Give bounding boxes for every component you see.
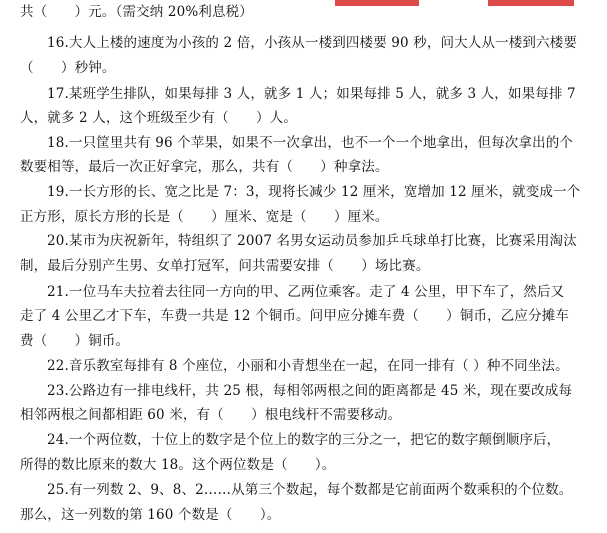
text-line-6: 18.一只筐里共有 96 个苹果，如果不一次拿出，也不一个一个地拿出，但每次拿出的个 bbox=[47, 135, 574, 151]
text-line-3: （ ）秒钟。 bbox=[20, 60, 116, 76]
text-line-2: 16.大人上楼的速度为小孩的 2 倍，小孩从一楼到四楼要 90 秒，问大人从一楼到六楼要 bbox=[47, 35, 578, 51]
text-line-21: 那么，这一列数的第 160 个数是（ ）。 bbox=[20, 507, 281, 523]
text-line-14: 费（ ）铜币。 bbox=[20, 333, 130, 349]
text-line-10: 20.某市为庆祝新年，特组织了 2007 名男女运动员参加乒乓球单打比赛，比赛采用淘汰 bbox=[47, 233, 577, 249]
text-line-12: 21.一位马车夫拉着去往同一方向的甲、乙两位乘客。走了 4 公里，甲下车了，然后又 bbox=[47, 284, 565, 300]
text-line-7: 数要相等，最后一次正好拿完，那么，共有（ ）种拿法。 bbox=[20, 159, 389, 175]
cropped-header-mark-right bbox=[488, 0, 574, 6]
text-line-19: 所得的数比原来的数大 18。这个两位数是（ ）。 bbox=[20, 457, 336, 473]
text-line-9: 正方形，原长方形的长是（ ）厘米、宽是（ ）厘米。 bbox=[20, 209, 389, 225]
text-line-11: 制，最后分别产生男、女单打冠军，问共需要安排（ ）场比赛。 bbox=[20, 258, 430, 274]
text-line-1: 共（ ）元。（需交纳 20%利息税） bbox=[20, 4, 253, 20]
text-line-20: 25.有一列数 2、9、8、2……从第三个数起，每个数都是它前面两个数乘积的个位数。 bbox=[47, 482, 573, 498]
text-line-8: 19.一长方形的长、宽之比是 7：3，现将长减少 12 厘米，宽增加 12 厘米，就变成一个 bbox=[47, 184, 581, 200]
text-line-13: 走了 4 公里乙才下车，车费一共是 12 个铜币。问甲应分摊车费（ ）铜币，乙应分摊车 bbox=[20, 308, 570, 324]
text-line-15: 22.音乐教室每排有 8 个座位，小丽和小青想坐在一起，在同一排有（ ）种不同坐法。 bbox=[47, 358, 569, 374]
text-line-17: 相邻两根之间都相距 60 米，有（ ）根电线杆不需要移动。 bbox=[20, 407, 402, 423]
text-line-5: 人，就多 2 人，这个班级至少有（ ）人。 bbox=[20, 110, 297, 126]
text-line-18: 24.一个两位数，十位上的数字是个位上的数字的三分之一，把它的数字颠倒顺序后， bbox=[47, 432, 561, 448]
text-line-4: 17.某班学生排队，如果每排 3 人，就多 1 人；如果每排 5 人，就多 3 人，如果每排 7 bbox=[47, 86, 576, 102]
text-line-16: 23.公路边有一排电线杆，共 25 根，每相邻两根之间的距离都是 45 米，现在要改成每 bbox=[47, 383, 573, 399]
cropped-header-mark-left bbox=[335, 0, 419, 6]
